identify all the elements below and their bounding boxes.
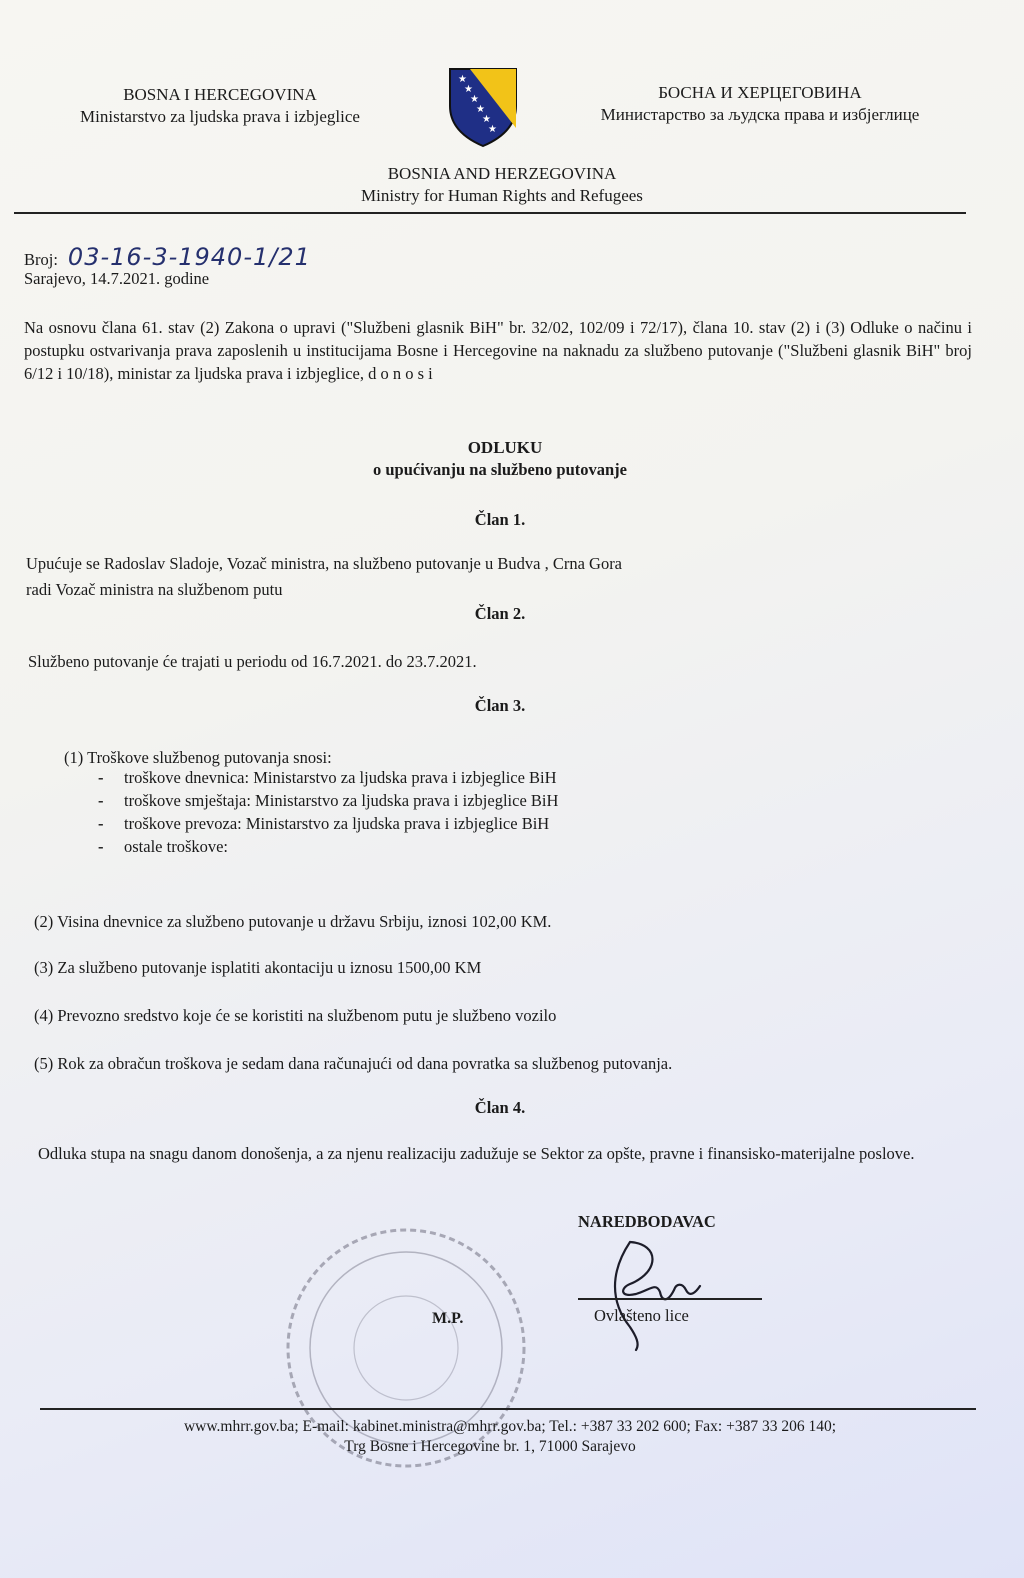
- article-3-paragraph-3: (3) Za službeno putovanje isplatiti akontaciju u iznosu 1500,00 KM: [34, 958, 482, 977]
- reference-label: Broj:: [24, 250, 58, 269]
- header-left-country: BOSNA I HERCEGOVINA: [123, 85, 317, 104]
- header-right-ministry: Министарство за људска права и избјеглице: [600, 105, 920, 124]
- article-2-heading: Član 2.: [474, 604, 526, 623]
- article-1-heading: Član 1.: [474, 510, 526, 529]
- place-date: Sarajevo, 14.7.2021. godine: [24, 269, 210, 288]
- article-3-paragraph-2: (2) Visina dnevnice za službeno putovanje u državu Srbiju, iznosi 102,00 KM.: [34, 912, 552, 931]
- svg-text:★: ★: [488, 124, 497, 135]
- signatory-role: NAREDBODAVAC: [578, 1212, 716, 1231]
- header-right: [560, 82, 960, 126]
- list-item: - ostale troškove:: [94, 835, 714, 858]
- decision-subtitle: o upućivanju na službeno putovanje: [373, 460, 627, 479]
- header-center-country: BOSNIA AND HERZEGOVINA: [387, 164, 617, 183]
- svg-text:★: ★: [464, 84, 473, 95]
- header-right-country: БОСНА И ХЕРЦЕГОВИНА: [658, 83, 862, 102]
- article-2-text: Službeno putovanje će trajati u periodu od 16.7.2021. do 23.7.2021.: [28, 652, 477, 671]
- footer-divider: [40, 1408, 976, 1410]
- list-item: - troškove dnevnica: Ministarstvo za ljudska prava i izbjeglice BiH: [94, 766, 714, 789]
- handwritten-signature: [590, 1232, 740, 1352]
- article-3-heading: Član 3.: [474, 696, 526, 715]
- header-left-ministry: Ministarstvo za ljudska prava i izbjeglice: [80, 107, 360, 126]
- list-item: - troškove prevoza: Ministarstvo za ljudska prava i izbjeglice BiH: [94, 812, 714, 835]
- reference-number: 03-16-3-1940-1/21: [67, 243, 311, 271]
- article-1-line-1: Upućuje se Radoslav Sladoje, Vozač ministra, na službeno putovanje u Budva , Crna Gora: [26, 554, 623, 573]
- reference-block: [24, 243, 524, 290]
- header-divider: [14, 212, 966, 214]
- footer-address: Trg Bosne i Hercegovine br. 1, 71000 Sarajevo: [344, 1438, 636, 1455]
- header-center: [262, 163, 742, 207]
- svg-text:★: ★: [482, 114, 491, 125]
- footer-contacts: www.mhrr.gov.ba; E-mail: kabinet.ministra@mhrr.gov.ba; Tel.: +387 33 202 600; Fax: +387 33 206 140;: [183, 1418, 837, 1435]
- signature-caption: Ovlašteno lice: [594, 1306, 689, 1325]
- decision-title: ODLUKU: [467, 438, 543, 457]
- svg-text:★: ★: [458, 74, 467, 85]
- article-4-heading: Član 4.: [474, 1098, 526, 1117]
- preamble: Na osnovu člana 61. stav (2) Zakona o upravi ("Službeni glasnik BiH" br. 32/02, 102/09 i 72/17), člana 10. stav (2) i (3) Odluke o načinu i postupku ostvarivanja prava zaposlenih u institucijama Bosne i Hercegovine na naknadu za službeno putovanje ("Službeni glasnik BiH" broj 6/12 i 10/18), ministar za ljudska prava i izbjeglice, d o n o s i: [24, 318, 972, 383]
- article-4-text: Odluka stupa na snagu danom donošenja, a za njenu realizaciju zadužuje se Sektor za opšte, pravne i finansisko-materijalne poslove.: [38, 1144, 915, 1163]
- article-3-paragraph-1: (1) Troškove službenog putovanja snosi:: [64, 748, 332, 767]
- article-3-paragraph-5: (5) Rok za obračun troškova je sedam dana računajući od dana povratka sa službenog putovanja.: [34, 1054, 673, 1073]
- svg-text:★: ★: [476, 104, 485, 115]
- header-center-ministry: Ministry for Human Rights and Refugees: [361, 186, 643, 205]
- article-1-line-2: radi Vozač ministra na službenom putu: [26, 580, 283, 599]
- coat-of-arms-emblem: [446, 66, 520, 148]
- signature-line: [578, 1298, 762, 1300]
- svg-text:★: ★: [470, 94, 479, 105]
- list-item: - troškove smještaja: Ministarstvo za ljudska prava i izbjeglice BiH: [94, 789, 714, 812]
- header-left: [40, 84, 400, 128]
- stamp-place-label: M.P.: [432, 1310, 464, 1327]
- article-3-cost-list: [94, 766, 714, 858]
- article-3-paragraph-4: (4) Prevozno sredstvo koje će se koristiti na službenom putu je službeno vozilo: [34, 1006, 557, 1025]
